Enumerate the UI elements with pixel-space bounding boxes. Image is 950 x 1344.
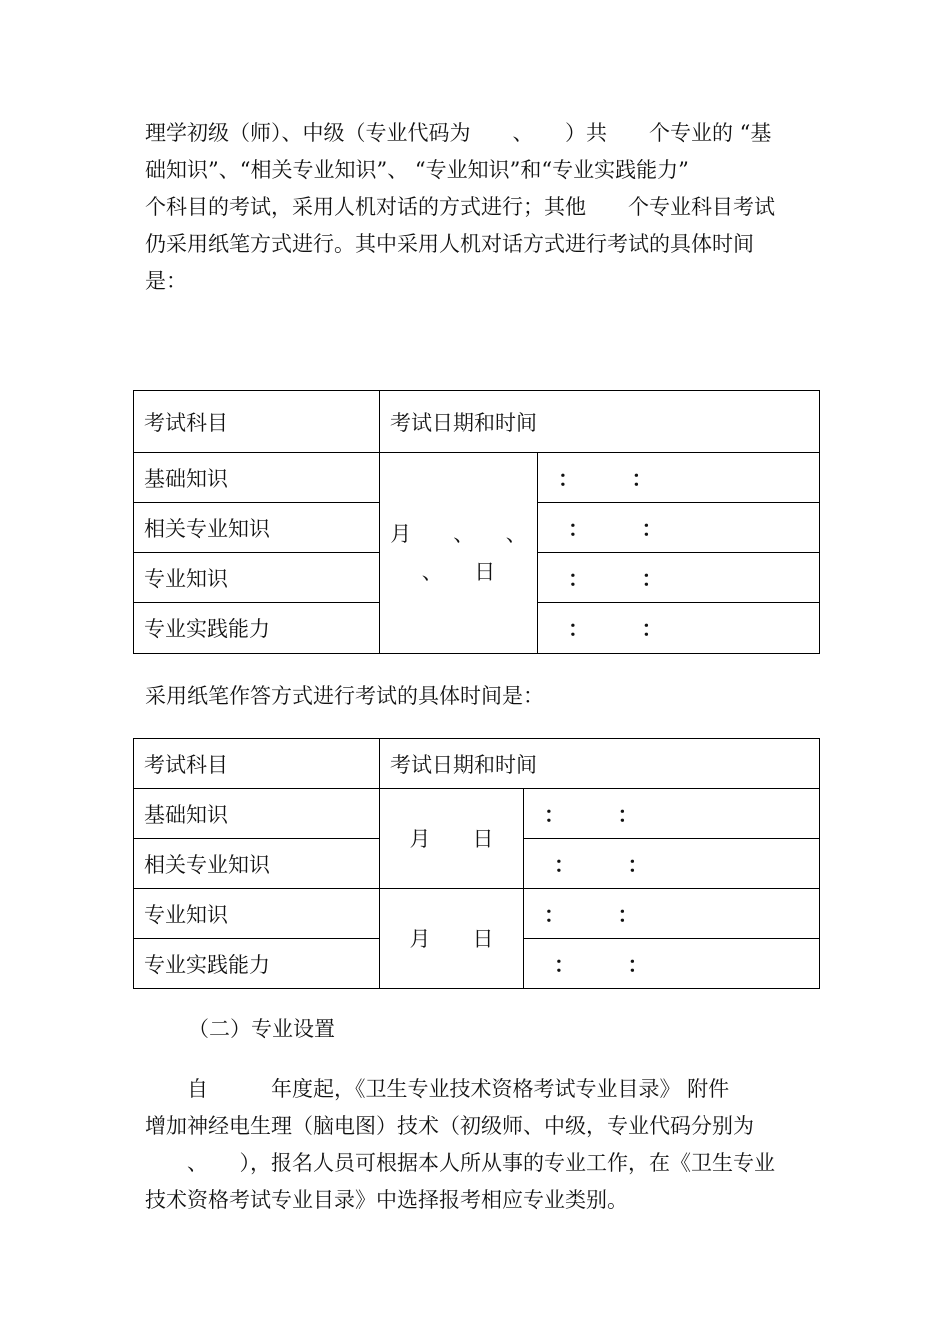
- date-cell: 月 日: [380, 889, 524, 989]
- time-cell: ： ：: [524, 939, 820, 989]
- time-cell: ： ：: [524, 889, 820, 939]
- subject-cell: 专业实践能力: [134, 939, 380, 989]
- header-datetime: 考试日期和时间: [380, 391, 820, 453]
- time-cell: ： ：: [538, 553, 820, 603]
- subject-cell: 专业实践能力: [134, 603, 380, 654]
- intro-line: 仍采用纸笔方式进行。其中采用人机对话方式进行考试的具体时间: [145, 232, 754, 256]
- date-cell: 月 、 、 、 日: [380, 453, 538, 654]
- date-cell: 月 日: [380, 789, 524, 889]
- intro-line: 是：: [145, 269, 187, 293]
- section-line: 自 年度起，《卫生专业技术资格考试专业目录》 附件: [145, 1077, 730, 1101]
- intro-paragraph: [145, 115, 810, 300]
- time-cell: ： ：: [538, 503, 820, 553]
- section-title: （二）专业设置: [188, 1017, 335, 1041]
- subject-cell: 基础知识: [134, 789, 380, 839]
- subject-cell: 专业知识: [134, 889, 380, 939]
- intro-line: 础知识”、“相关专业知识”、 “专业知识”和“专业实践能力”: [145, 158, 689, 182]
- computer-exam-schedule-table: [133, 390, 820, 654]
- paper-intro: [145, 678, 810, 715]
- subject-cell: 基础知识: [134, 453, 380, 503]
- time-cell: ： ：: [524, 839, 820, 889]
- section-line: 、 ），报名人员可根据本人所从事的专业工作，在《卫生专业: [145, 1151, 775, 1175]
- intro-line: 理学初级（师）、中级（专业代码为 、 ）共 个专业的 “基: [145, 121, 772, 145]
- section-line: 增加神经电生理（脑电图）技术（初级师、中级，专业代码分别为: [145, 1114, 754, 1138]
- subject-cell: 专业知识: [134, 553, 380, 603]
- intro-line: 个科目的考试，采用人机对话的方式进行；其他 个专业科目考试: [145, 195, 775, 219]
- section-line: 技术资格考试专业目录》中选择报考相应专业类别。: [145, 1188, 628, 1212]
- paper-intro-text: 采用纸笔作答方式进行考试的具体时间是：: [145, 684, 544, 708]
- time-cell: ： ：: [524, 789, 820, 839]
- header-subject: 考试科目: [134, 739, 380, 789]
- subject-cell: 相关专业知识: [134, 839, 380, 889]
- paper-exam-schedule-table: [133, 738, 820, 989]
- time-cell: ： ：: [538, 453, 820, 503]
- header-datetime: 考试日期和时间: [380, 739, 820, 789]
- section-paragraph: [145, 1071, 810, 1219]
- time-cell: ： ：: [538, 603, 820, 654]
- header-subject: 考试科目: [134, 391, 380, 453]
- subject-cell: 相关专业知识: [134, 503, 380, 553]
